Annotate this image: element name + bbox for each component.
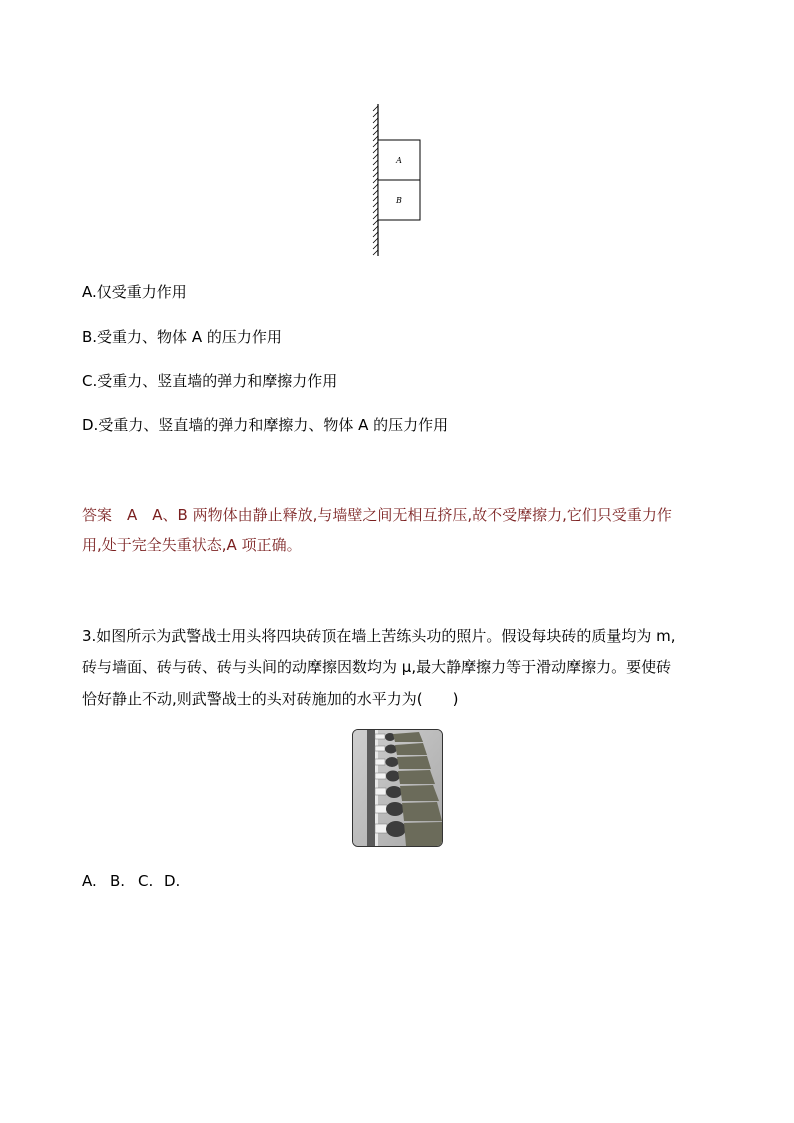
soldiers-photo-illustration (353, 730, 442, 846)
q3-option-a: A. (82, 872, 97, 890)
q3-stem-line1: 3.如图所示为武警战士用头将四块砖顶在墙上苦练头功的照片。假设每块砖的质量均为 m, (82, 627, 676, 645)
q3-stem-line3: 恰好静止不动,则武警战士的头对砖施加的水平力为( ) (82, 690, 459, 708)
wall-blocks-figure (366, 100, 426, 260)
q2-answer-line1: 答案 A A、B 两物体由静止释放,与墙壁之间无相互挤压,故不受摩擦力,它们只受重力作 (82, 506, 672, 524)
q3-option-d: D. (164, 872, 181, 890)
q2-option-c: C.受重力、竖直墙的弹力和摩擦力作用 (82, 372, 338, 390)
q3-stem-line2: 砖与墙面、砖与砖、砖与头间的动摩擦因数均为 μ,最大静摩擦力等于滑动摩擦力。要使砖 (82, 658, 672, 676)
block-a-label: A (396, 156, 402, 165)
q3-option-b: B. (110, 872, 126, 890)
q2-option-b: B.受重力、物体 A 的压力作用 (82, 328, 282, 346)
q3-option-c: C. (138, 872, 154, 890)
q2-option-d: D.受重力、竖直墙的弹力和摩擦力、物体 A 的压力作用 (82, 416, 449, 434)
wall-blocks-diagram (366, 100, 426, 260)
wall-hatching (373, 106, 378, 255)
soldiers-training-photo (352, 729, 443, 847)
block-b-label: B (396, 196, 402, 205)
q2-answer-line2: 用,处于完全失重状态,A 项正确。 (82, 536, 302, 554)
q2-option-a: A.仅受重力作用 (82, 283, 187, 301)
